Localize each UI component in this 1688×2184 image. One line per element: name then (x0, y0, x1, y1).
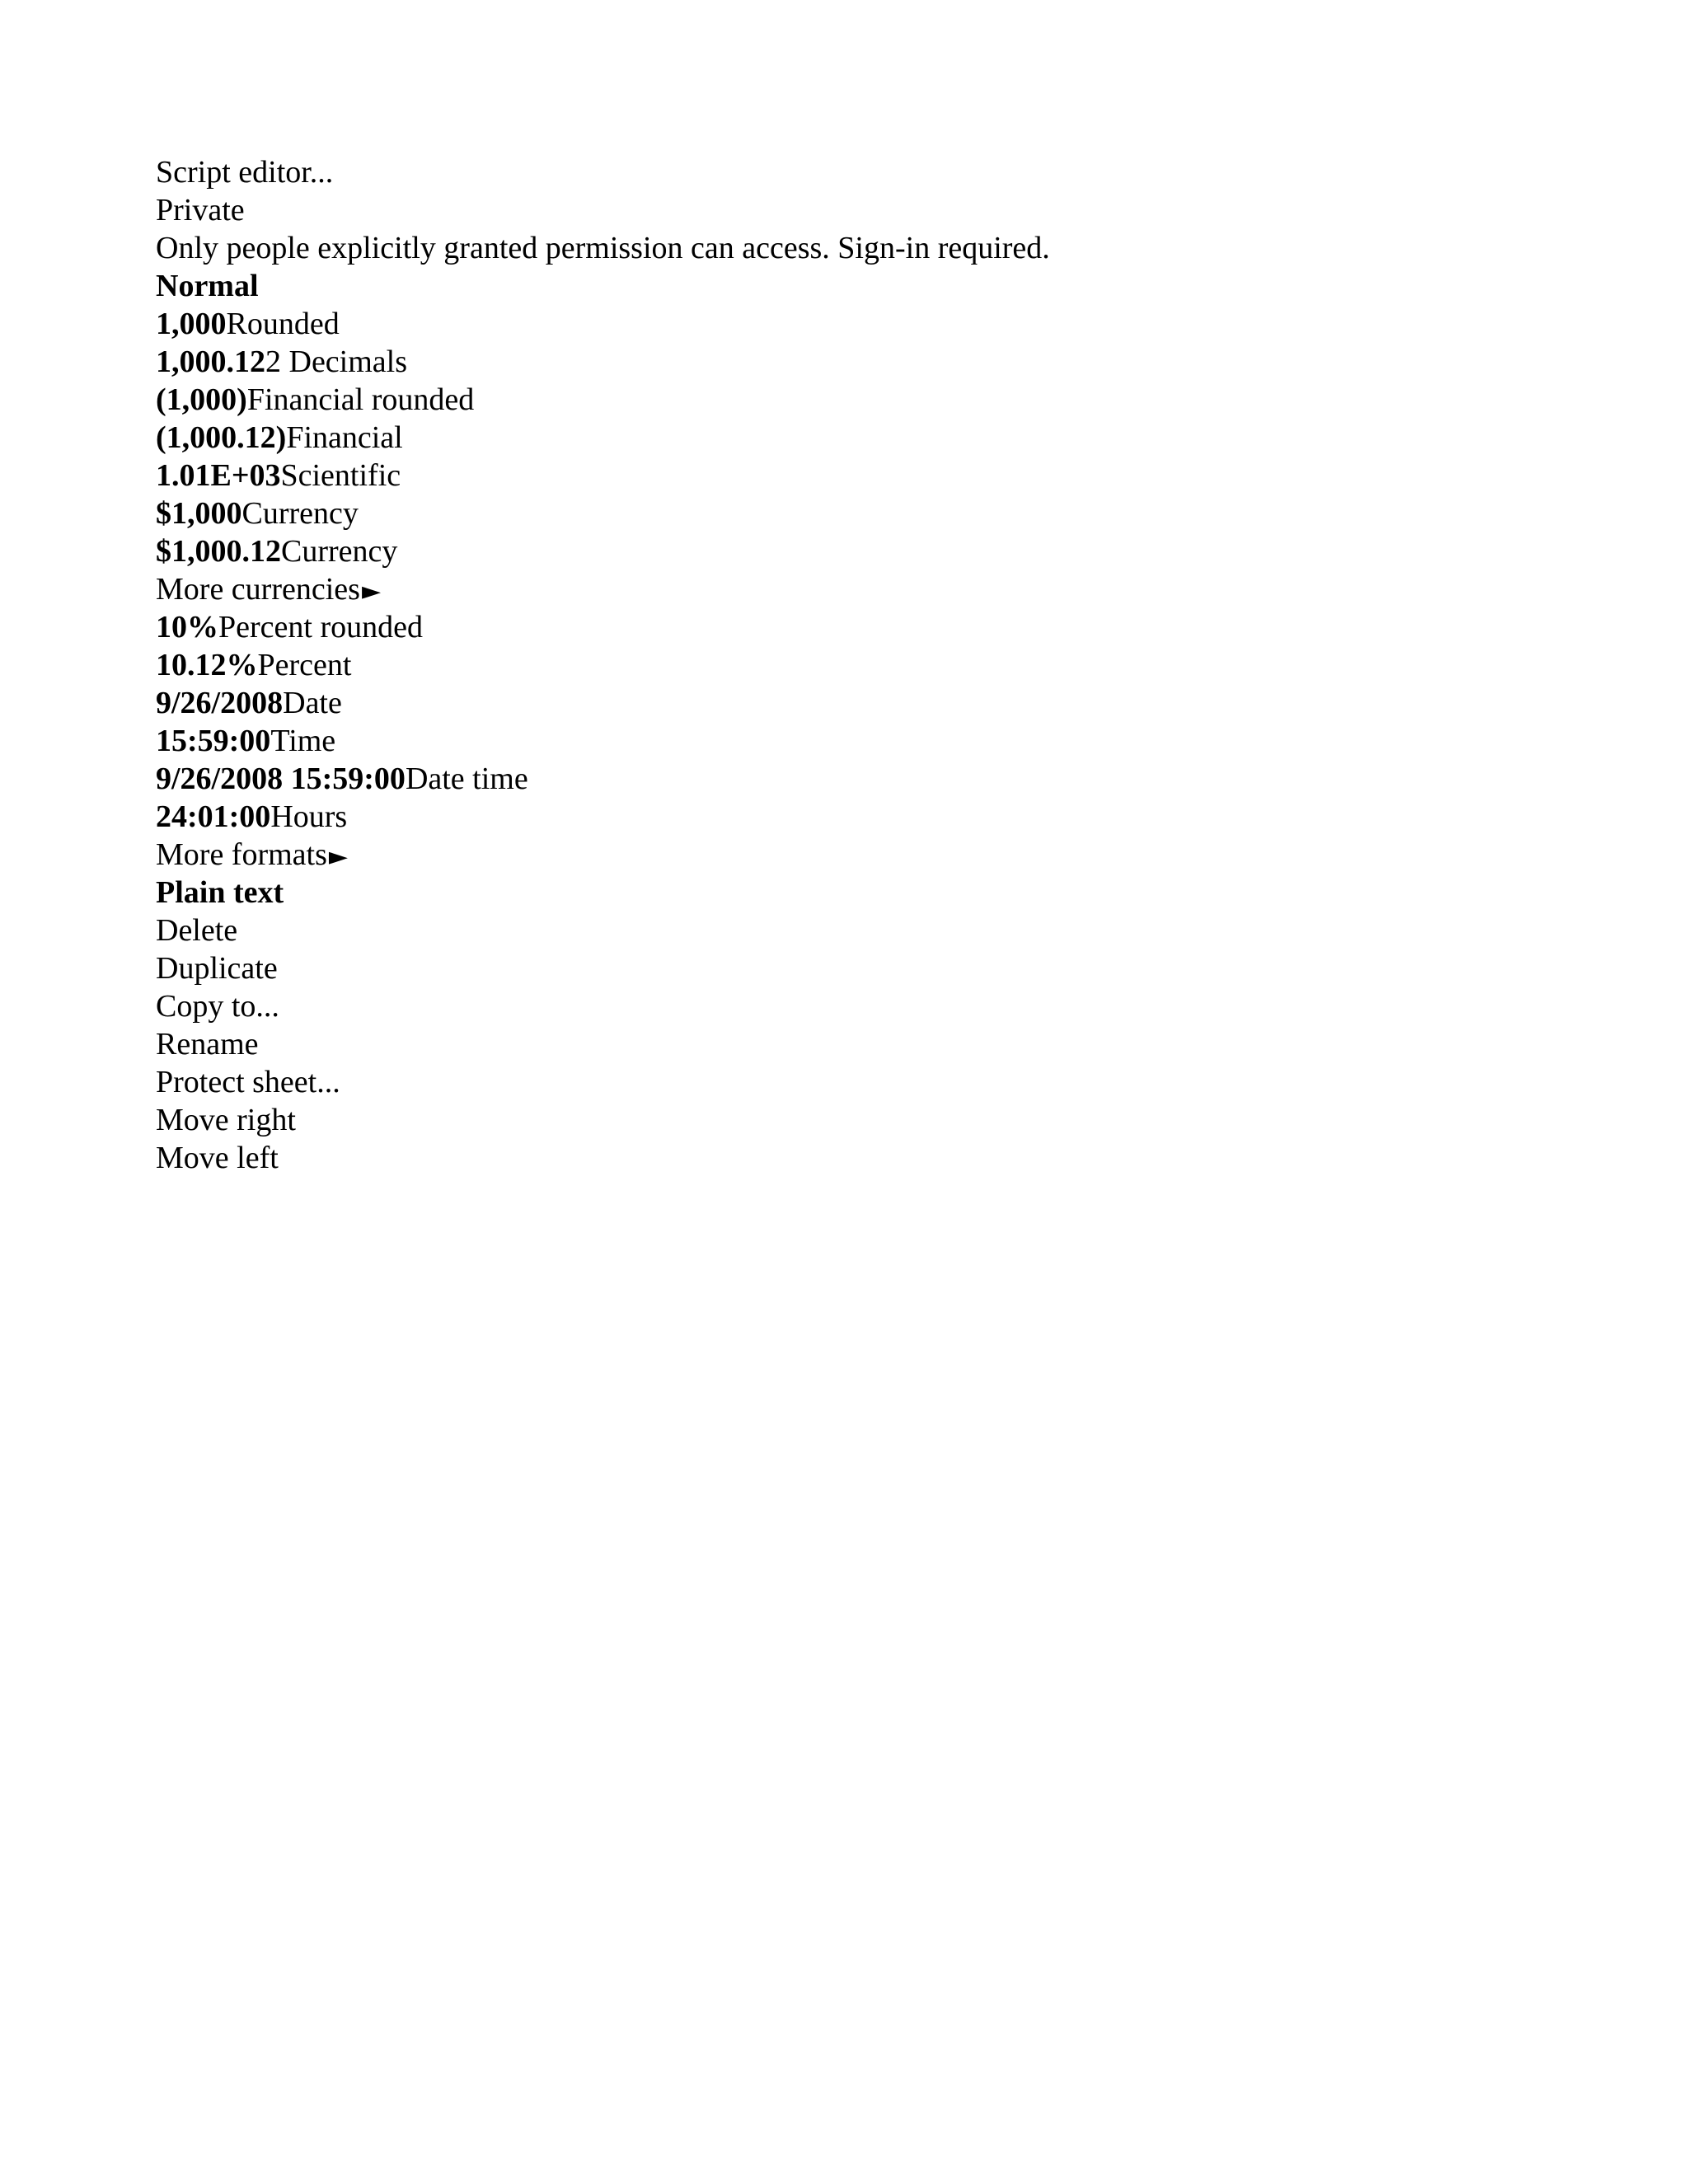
format-date[interactable] (156, 684, 1050, 722)
private-option[interactable]: Private (156, 193, 245, 227)
more-currencies-item[interactable] (156, 570, 1050, 608)
more-formats-label: More formats (156, 837, 327, 872)
format-label: Hours (270, 799, 348, 834)
format-example: 15:59:00 (156, 724, 271, 758)
format-example: 9/26/2008 (156, 686, 284, 720)
format-scientific[interactable] (156, 457, 1050, 494)
menu-list (156, 153, 1050, 1177)
format-label: Financial (286, 420, 403, 455)
sheet-move-right-item[interactable]: Move right (156, 1103, 296, 1137)
format-example: (1,000.12) (156, 420, 287, 455)
more-formats-item[interactable] (156, 836, 1050, 874)
more-currencies-label: More currencies (156, 572, 360, 607)
format-example: $1,000.12 (156, 534, 281, 569)
format-label: Rounded (226, 307, 340, 341)
format-label: Financial rounded (246, 382, 475, 417)
sheet-protect-item[interactable]: Protect sheet... (156, 1065, 340, 1099)
format-percent[interactable] (156, 646, 1050, 684)
submenu-arrow-icon: ► (361, 577, 382, 606)
format-example: 10% (156, 610, 218, 644)
script-editor-item[interactable]: Script editor... (156, 155, 334, 190)
format-label: Time (270, 724, 336, 758)
format-date-time[interactable] (156, 760, 1050, 798)
sheet-delete-item[interactable]: Delete (156, 913, 238, 948)
format-time[interactable] (156, 722, 1050, 760)
format-financial[interactable] (156, 419, 1050, 457)
sheet-duplicate-item[interactable]: Duplicate (156, 951, 278, 986)
format-label: Date time (405, 762, 528, 796)
format-label: 2 Decimals (265, 344, 408, 379)
sheet-move-left-item[interactable]: Move left (156, 1141, 279, 1175)
sheet-copy-to-item[interactable]: Copy to... (156, 989, 279, 1024)
format-example: 1.01E+03 (156, 458, 281, 493)
sheet-rename-item[interactable]: Rename (156, 1027, 259, 1062)
format-example: 10.12% (156, 648, 258, 682)
format-label: Date (283, 686, 342, 720)
format-label: Currency (281, 534, 398, 569)
submenu-arrow-icon: ► (328, 842, 348, 871)
format-label: Currency (241, 496, 359, 531)
format-label: Percent rounded (218, 610, 423, 644)
format-example: (1,000) (156, 382, 247, 417)
format-rounded[interactable] (156, 305, 1050, 343)
format-percent-rounded[interactable] (156, 608, 1050, 646)
format-example: 9/26/2008 15:59:00 (156, 762, 406, 796)
format-label: Percent (257, 648, 352, 682)
format-hours[interactable] (156, 798, 1050, 836)
private-description: Only people explicitly granted permission can access. Sign-in required. (156, 231, 1050, 265)
format-2-decimals[interactable] (156, 343, 1050, 381)
format-example: 1,000 (156, 307, 227, 341)
format-plain-text[interactable]: Plain text (156, 875, 284, 910)
format-example: 1,000.12 (156, 344, 265, 379)
format-normal[interactable]: Normal (156, 269, 259, 303)
format-example: $1,000 (156, 496, 242, 531)
format-currency-rounded[interactable] (156, 494, 1050, 532)
format-label: Scientific (280, 458, 401, 493)
format-example: 24:01:00 (156, 799, 271, 834)
format-currency[interactable] (156, 532, 1050, 570)
format-financial-rounded[interactable] (156, 381, 1050, 419)
